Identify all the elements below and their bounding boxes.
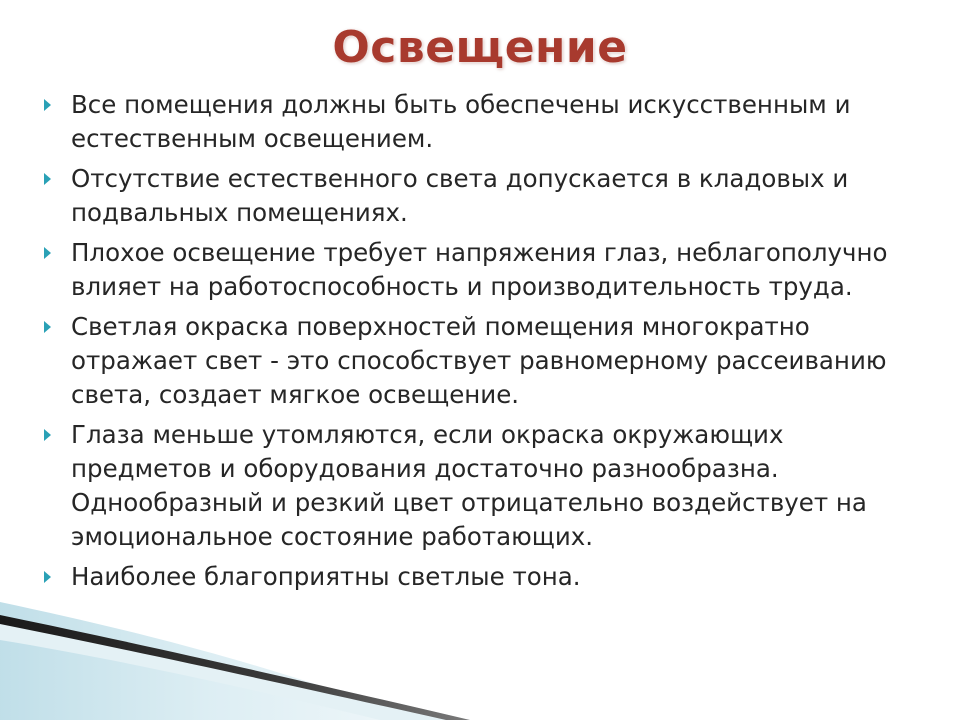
bullet-item (0, 310, 960, 412)
swoosh-dark-line (0, 615, 470, 720)
slide-title: Освещение (332, 22, 628, 73)
bullet-item (0, 236, 960, 304)
bullet-item (0, 162, 960, 230)
triangle-bullet-icon (44, 173, 51, 185)
triangle-bullet-icon (44, 321, 51, 333)
triangle-bullet-icon (44, 247, 51, 259)
bullet-item (0, 418, 960, 554)
triangle-bullet-icon (44, 571, 51, 583)
bullet-text: Плохое освещение требует напряжения глаз, неблагополучно влияет на работоспособность и производительность труда. (71, 238, 888, 301)
bullet-item (0, 560, 960, 594)
bullet-item (0, 88, 960, 156)
swoosh-blue-band (0, 602, 420, 720)
triangle-bullet-icon (44, 99, 51, 111)
bullet-text: Все помещения должны быть обеспечены искусственным и естественным освещением. (71, 90, 851, 153)
bullet-text: Отсутствие естественного света допускается в кладовых и подвальных помещениях. (71, 164, 849, 227)
swoosh-light-band (0, 620, 470, 720)
decorative-swoosh (0, 580, 960, 720)
bullet-text: Светлая окраска поверхностей помещения многократно отражает свет - это способствует равномерному рассеиванию света, создает мягкое освещение. (71, 312, 887, 409)
bullet-text: Глаза меньше утомляются, если окраска окружающих предметов и оборудования достаточно разнообразна. Однообразный и резкий цвет отрицательно воздействует на эмоциональное состояние работающих. (71, 420, 867, 551)
triangle-bullet-icon (44, 429, 51, 441)
bullet-text: Наиболее благоприятны светлые тона. (71, 562, 581, 591)
bullet-list (0, 88, 960, 600)
